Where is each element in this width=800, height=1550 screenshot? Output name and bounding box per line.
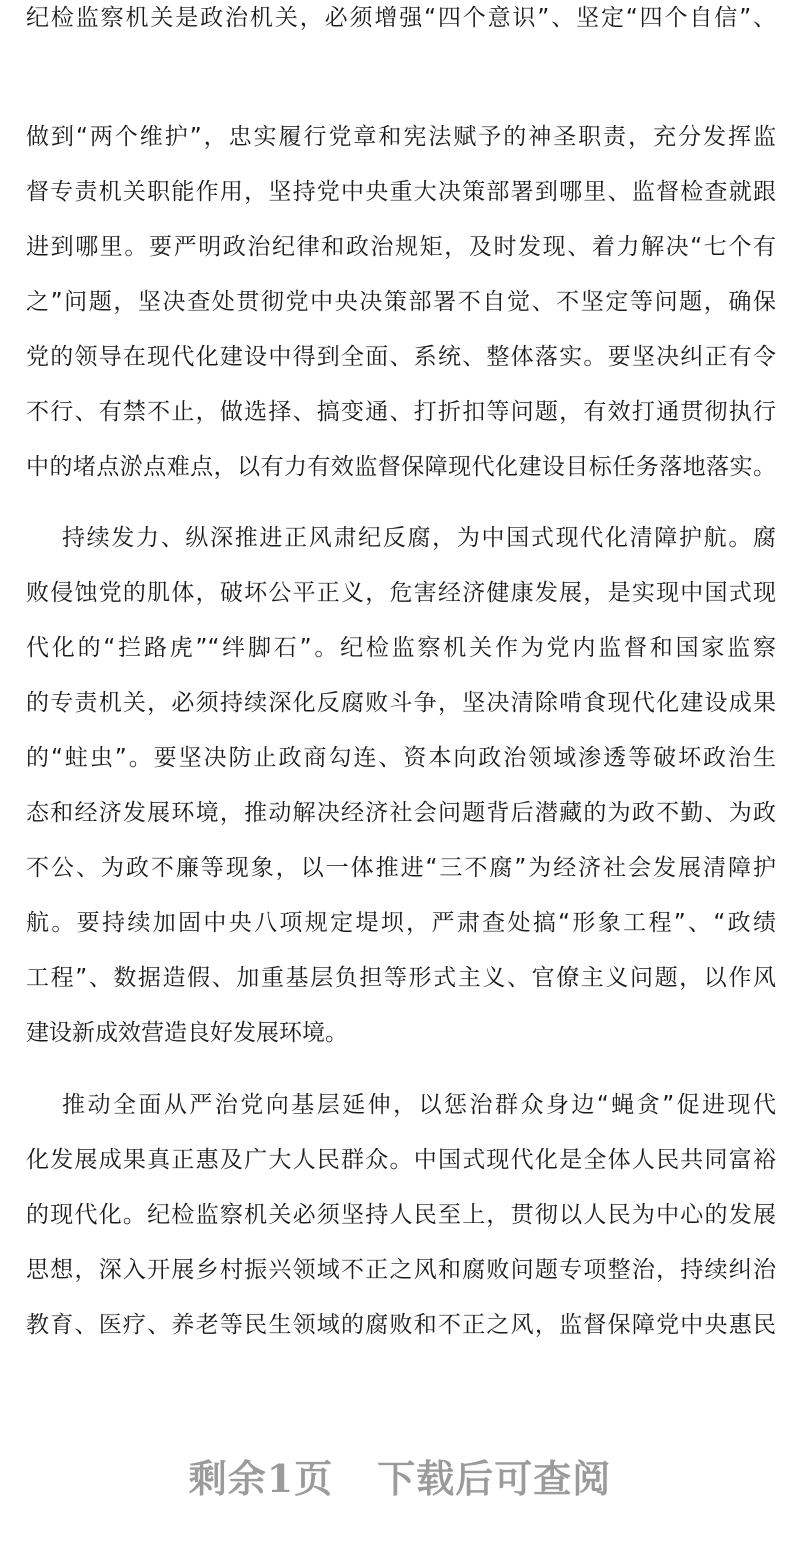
text-line: 推动全面从严治党向基层延伸，以惩治群众身边“蝇贪”促进现代 (62, 1092, 776, 1118)
text-line: 败侵蚀党的肌体，破坏公平正义，危害经济健康发展，是实现中国式现 (26, 580, 776, 606)
text-line: 的“蛀虫”。要坚决防止政商勾连、资本向政治领域渗透等破坏政治生 (26, 745, 776, 771)
text-line: 中的堵点淤点难点，以有力有效监督保障现代化建设目标任务落地落实。 (26, 454, 776, 480)
text-line: 持续发力、纵深推进正风肃纪反腐，为中国式现代化清障护航。腐 (62, 525, 776, 551)
text-line: 代化的“拦路虎”“绊脚石”。纪检监察机关作为党内监督和国家监察 (26, 635, 776, 661)
text-line: 教育、医疗、养老等民生领域的腐败和不正之风，监督保障党中央惠民 (26, 1312, 776, 1338)
text-line: 督专责机关职能作用，坚持党中央重大决策部署到哪里、监督检查就跟 (26, 179, 776, 205)
text-line: 进到哪里。要严明政治纪律和政治规矩，及时发现、着力解决“七个有 (26, 234, 776, 260)
text-line: 化发展成果真正惠及广大人民群众。中国式现代化是全体人民共同富裕 (26, 1147, 776, 1173)
text-line: 之”问题，坚决查处贯彻党中央决策部署不自觉、不坚定等问题，确保 (26, 289, 776, 315)
text-line: 工程”、数据造假、加重基层负担等形式主义、官僚主义问题，以作风 (26, 965, 776, 991)
text-line: 党的领导在现代化建设中得到全面、系统、整体落实。要坚决纠正有令 (26, 344, 776, 370)
text-line: 纪检监察机关是政治机关，必须增强“四个意识”、坚定“四个自信”、 (26, 5, 776, 31)
text-line: 不行、有禁不止，做选择、搞变通、打折扣等问题，有效打通贯彻执行 (26, 399, 776, 425)
download-prompt[interactable] (0, 1448, 800, 1503)
text-line: 建设新成效营造良好发展环境。 (26, 1020, 348, 1046)
text-line: 的专责机关，必须持续深化反腐败斗争，坚决清除啃食现代化建设成果 (26, 690, 776, 716)
text-line: 不公、为政不廉等现象，以一体推进“三不腐”为经济社会发展清障护 (26, 855, 776, 881)
text-line: 的现代化。纪检监察机关必须坚持人民至上，贯彻以人民为中心的发展 (26, 1202, 776, 1228)
remaining-pages-text: 剩余1页 (188, 1456, 334, 1501)
text-line: 航。要持续加固中央八项规定堤坝，严肃查处搞“形象工程”、“政绩 (26, 910, 776, 936)
text-line: 思想，深入开展乡村振兴领域不正之风和腐败问题专项整治，持续纠治 (26, 1257, 776, 1283)
text-line: 态和经济发展环境，推动解决经济社会问题背后潜藏的为政不勤、为政 (26, 800, 776, 826)
download-to-view-text: 下载后可查阅 (377, 1456, 612, 1501)
text-line: 做到“两个维护”，忠实履行党章和宪法赋予的神圣职责，充分发挥监 (26, 124, 776, 150)
